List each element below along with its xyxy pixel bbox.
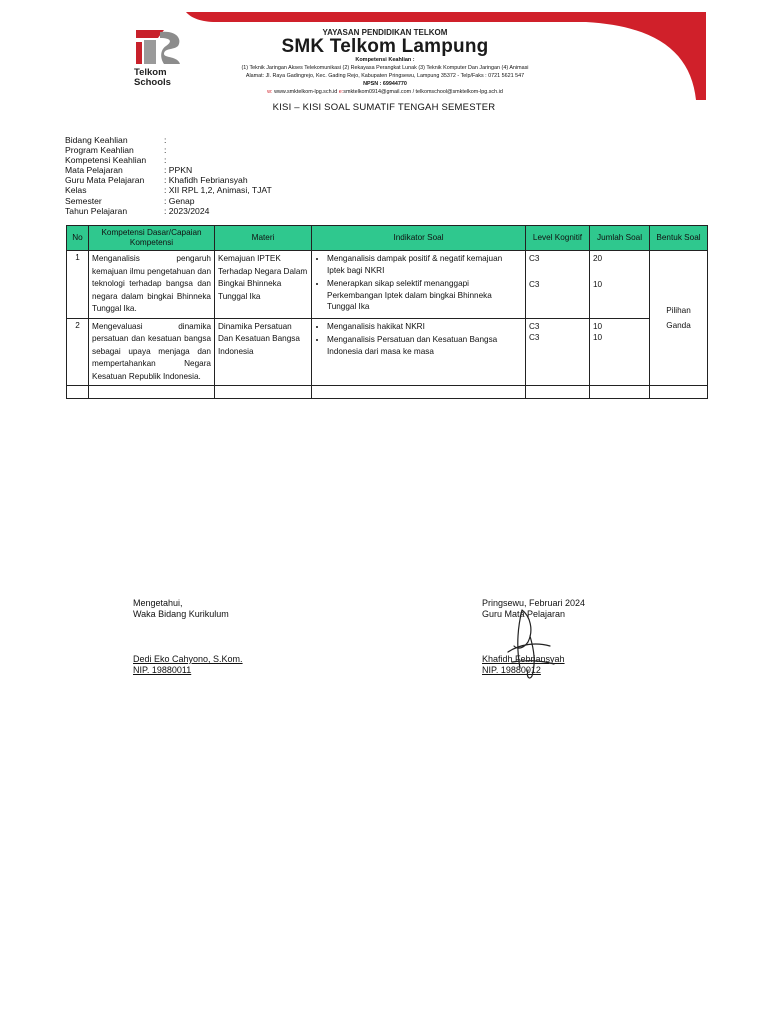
indikator-item: • Menganalisis Persatuan dan Kesatuan Bangsa Indonesia dari masa ke masa <box>327 334 522 357</box>
cell-materi: Kemajuan IPTEK Terhadap Negara Dalam Bingkai Bhinneka Tunggal Ika <box>215 251 312 319</box>
table-row <box>67 251 708 319</box>
handwritten-signature-icon <box>500 606 560 682</box>
meta-row-mapel <box>65 165 272 175</box>
meta-row-semester <box>65 196 272 206</box>
sign-left-line1: Mengetahui, <box>133 598 183 608</box>
col-header-kompetensi: Kompetensi Dasar/Capaian Kompetensi <box>89 226 215 251</box>
meta-row-kompetensi <box>65 155 272 165</box>
sign-right-line1: Pringsewu, Februari 2024 <box>482 598 586 608</box>
meta-row-bidang <box>65 135 272 145</box>
empty-cell <box>312 386 526 399</box>
yayasan-title: YAYASAN PENDIDIKAN TELKOM <box>322 28 448 37</box>
cell-jumlah <box>590 318 650 386</box>
cell-indikator <box>312 251 526 319</box>
kisi-kisi-table <box>66 225 708 399</box>
jumlah-value: 10 <box>593 279 603 289</box>
meta-row-program <box>65 145 272 155</box>
level-value: C3 <box>529 332 540 342</box>
col-header-no: No <box>67 226 89 251</box>
empty-cell <box>67 386 89 399</box>
website-link[interactable]: www.smktelkom-lpg.sch.id <box>274 89 338 95</box>
cell-no: 1 <box>67 251 89 319</box>
meta-label: Mata Pelajaran <box>65 165 123 176</box>
jumlah-value: 10 <box>593 321 603 331</box>
indikator-item: • Menerapkan sikap selektif menanggapi Perkembangan Iptek dalam bingkai Bhinneka Tunggal Ika <box>327 278 522 313</box>
meta-label: Bidang Keahlian <box>65 135 128 145</box>
meta-label: Kelas <box>65 185 87 196</box>
meta-row-guru <box>65 175 272 185</box>
document-title: KISI – KISI SOAL SUMATIF TENGAH SEMESTER <box>272 102 496 113</box>
kompetensi-title: Kompetensi Keahlian : <box>355 57 415 63</box>
cell-kompetensi: Menganalisis pengaruh kemajuan ilmu pengetahuan dan teknologi terhadap bangsa dan negara dalam bingkai Bhinneka Tunggal Ika. <box>89 251 215 319</box>
empty-cell <box>650 386 708 399</box>
empty-cell <box>89 386 215 399</box>
col-header-indikator: Indikator Soal <box>312 226 526 251</box>
table-header-row <box>67 226 708 251</box>
meta-label: Guru Mata Pelajaran <box>65 175 145 186</box>
npsn: NPSN : 69944770 <box>363 81 407 87</box>
meta-value: : <box>164 155 167 166</box>
cell-materi: Dinamika Persatuan Dan Kesatuan Bangsa Indonesia <box>215 318 312 386</box>
meta-value: : 2023/2024 <box>164 205 210 216</box>
kompetensi-list: (1) Teknik Jaringan Akses Telekomunikasi (2) Rekayasa Perangkat Lunak (3) Teknik Komputer Dan Jaringan (4) Animasi <box>241 65 529 71</box>
meta-value: : Genap <box>164 195 195 206</box>
logo-text-schools: Schools <box>134 77 171 88</box>
jumlah-value: 20 <box>593 254 603 263</box>
level-value: C3 <box>529 254 540 263</box>
indikator-item: • Menganalisis hakikat NKRI <box>327 321 522 333</box>
meta-value: : <box>164 135 167 145</box>
meta-row-kelas <box>65 185 272 195</box>
sign-left-name: Dedi Eko Cahyono, S.Kom. <box>133 654 243 664</box>
meta-label: Semester <box>65 195 102 206</box>
meta-label: Program Keahlian <box>65 145 134 156</box>
signature-block-left <box>133 598 243 676</box>
cell-no: 2 <box>67 318 89 386</box>
indikator-item: • Menganalisis dampak positif & negatif kemajuan Iptek bagi NKRI <box>327 253 522 276</box>
cell-jumlah <box>590 251 650 319</box>
document-meta <box>65 135 272 216</box>
meta-value: : Khafidh Febriansyah <box>164 175 248 186</box>
level-value: C3 <box>529 279 540 289</box>
logo-text-telkom: Telkom <box>134 67 167 78</box>
meta-value: : XII RPL 1,2, Animasi, TJAT <box>164 185 272 196</box>
web-label: w: <box>267 89 273 95</box>
empty-cell <box>215 386 312 399</box>
table-empty-row <box>67 386 708 399</box>
col-header-level: Level Kognitif <box>526 226 590 251</box>
logo-text <box>134 68 194 88</box>
meta-row-tahun <box>65 206 272 216</box>
table-row <box>67 318 708 386</box>
cell-indikator <box>312 318 526 386</box>
meta-value: : PPKN <box>164 165 193 176</box>
sign-right-line2: Guru Mata Pelajaran <box>482 609 566 619</box>
meta-label: Kompetensi Keahlian <box>65 155 147 166</box>
email-label: e: <box>338 89 344 95</box>
school-address: Alamat: Jl. Raya Gadingrejo, Kec. Gading Rejo, Kabupaten Pringsewu, Lampung 35372 - Telp/Faks : 0721 5621 547 <box>245 73 525 79</box>
sign-right-nip: NIP. 19880012 <box>482 665 541 675</box>
cell-bentuk-soal: Pilihan Ganda <box>650 251 708 386</box>
col-header-materi: Materi <box>215 226 312 251</box>
meta-value: : <box>164 145 167 156</box>
cell-level <box>526 251 590 319</box>
level-value: C3 <box>529 321 540 331</box>
col-header-jumlah: Jumlah Soal <box>590 226 650 251</box>
sign-right-name: Khafidh Febriansyah <box>482 654 565 664</box>
contact-line <box>190 89 580 95</box>
empty-cell <box>590 386 650 399</box>
meta-label: Tahun Pelajaran <box>65 205 128 216</box>
col-header-bentuk: Bentuk Soal <box>650 226 708 251</box>
jumlah-value: 10 <box>593 332 603 342</box>
empty-cell <box>526 386 590 399</box>
cell-level <box>526 318 590 386</box>
school-name: SMK Telkom Lampung <box>281 36 489 57</box>
sign-left-nip: NIP. 19880011 <box>133 665 192 675</box>
sign-left-line2: Waka Bidang Kurikulum <box>133 609 229 619</box>
email-link[interactable]: smktelkom0914@gmail.com / telkomschool@smktelkom-lpg.sch.id <box>343 89 503 95</box>
cell-kompetensi: Mengevaluasi dinamika persatuan dan kesatuan bangsa sebagai upaya menjaga dan mempertahankan Negara Kesatuan Republik Indonesia. <box>89 318 215 386</box>
